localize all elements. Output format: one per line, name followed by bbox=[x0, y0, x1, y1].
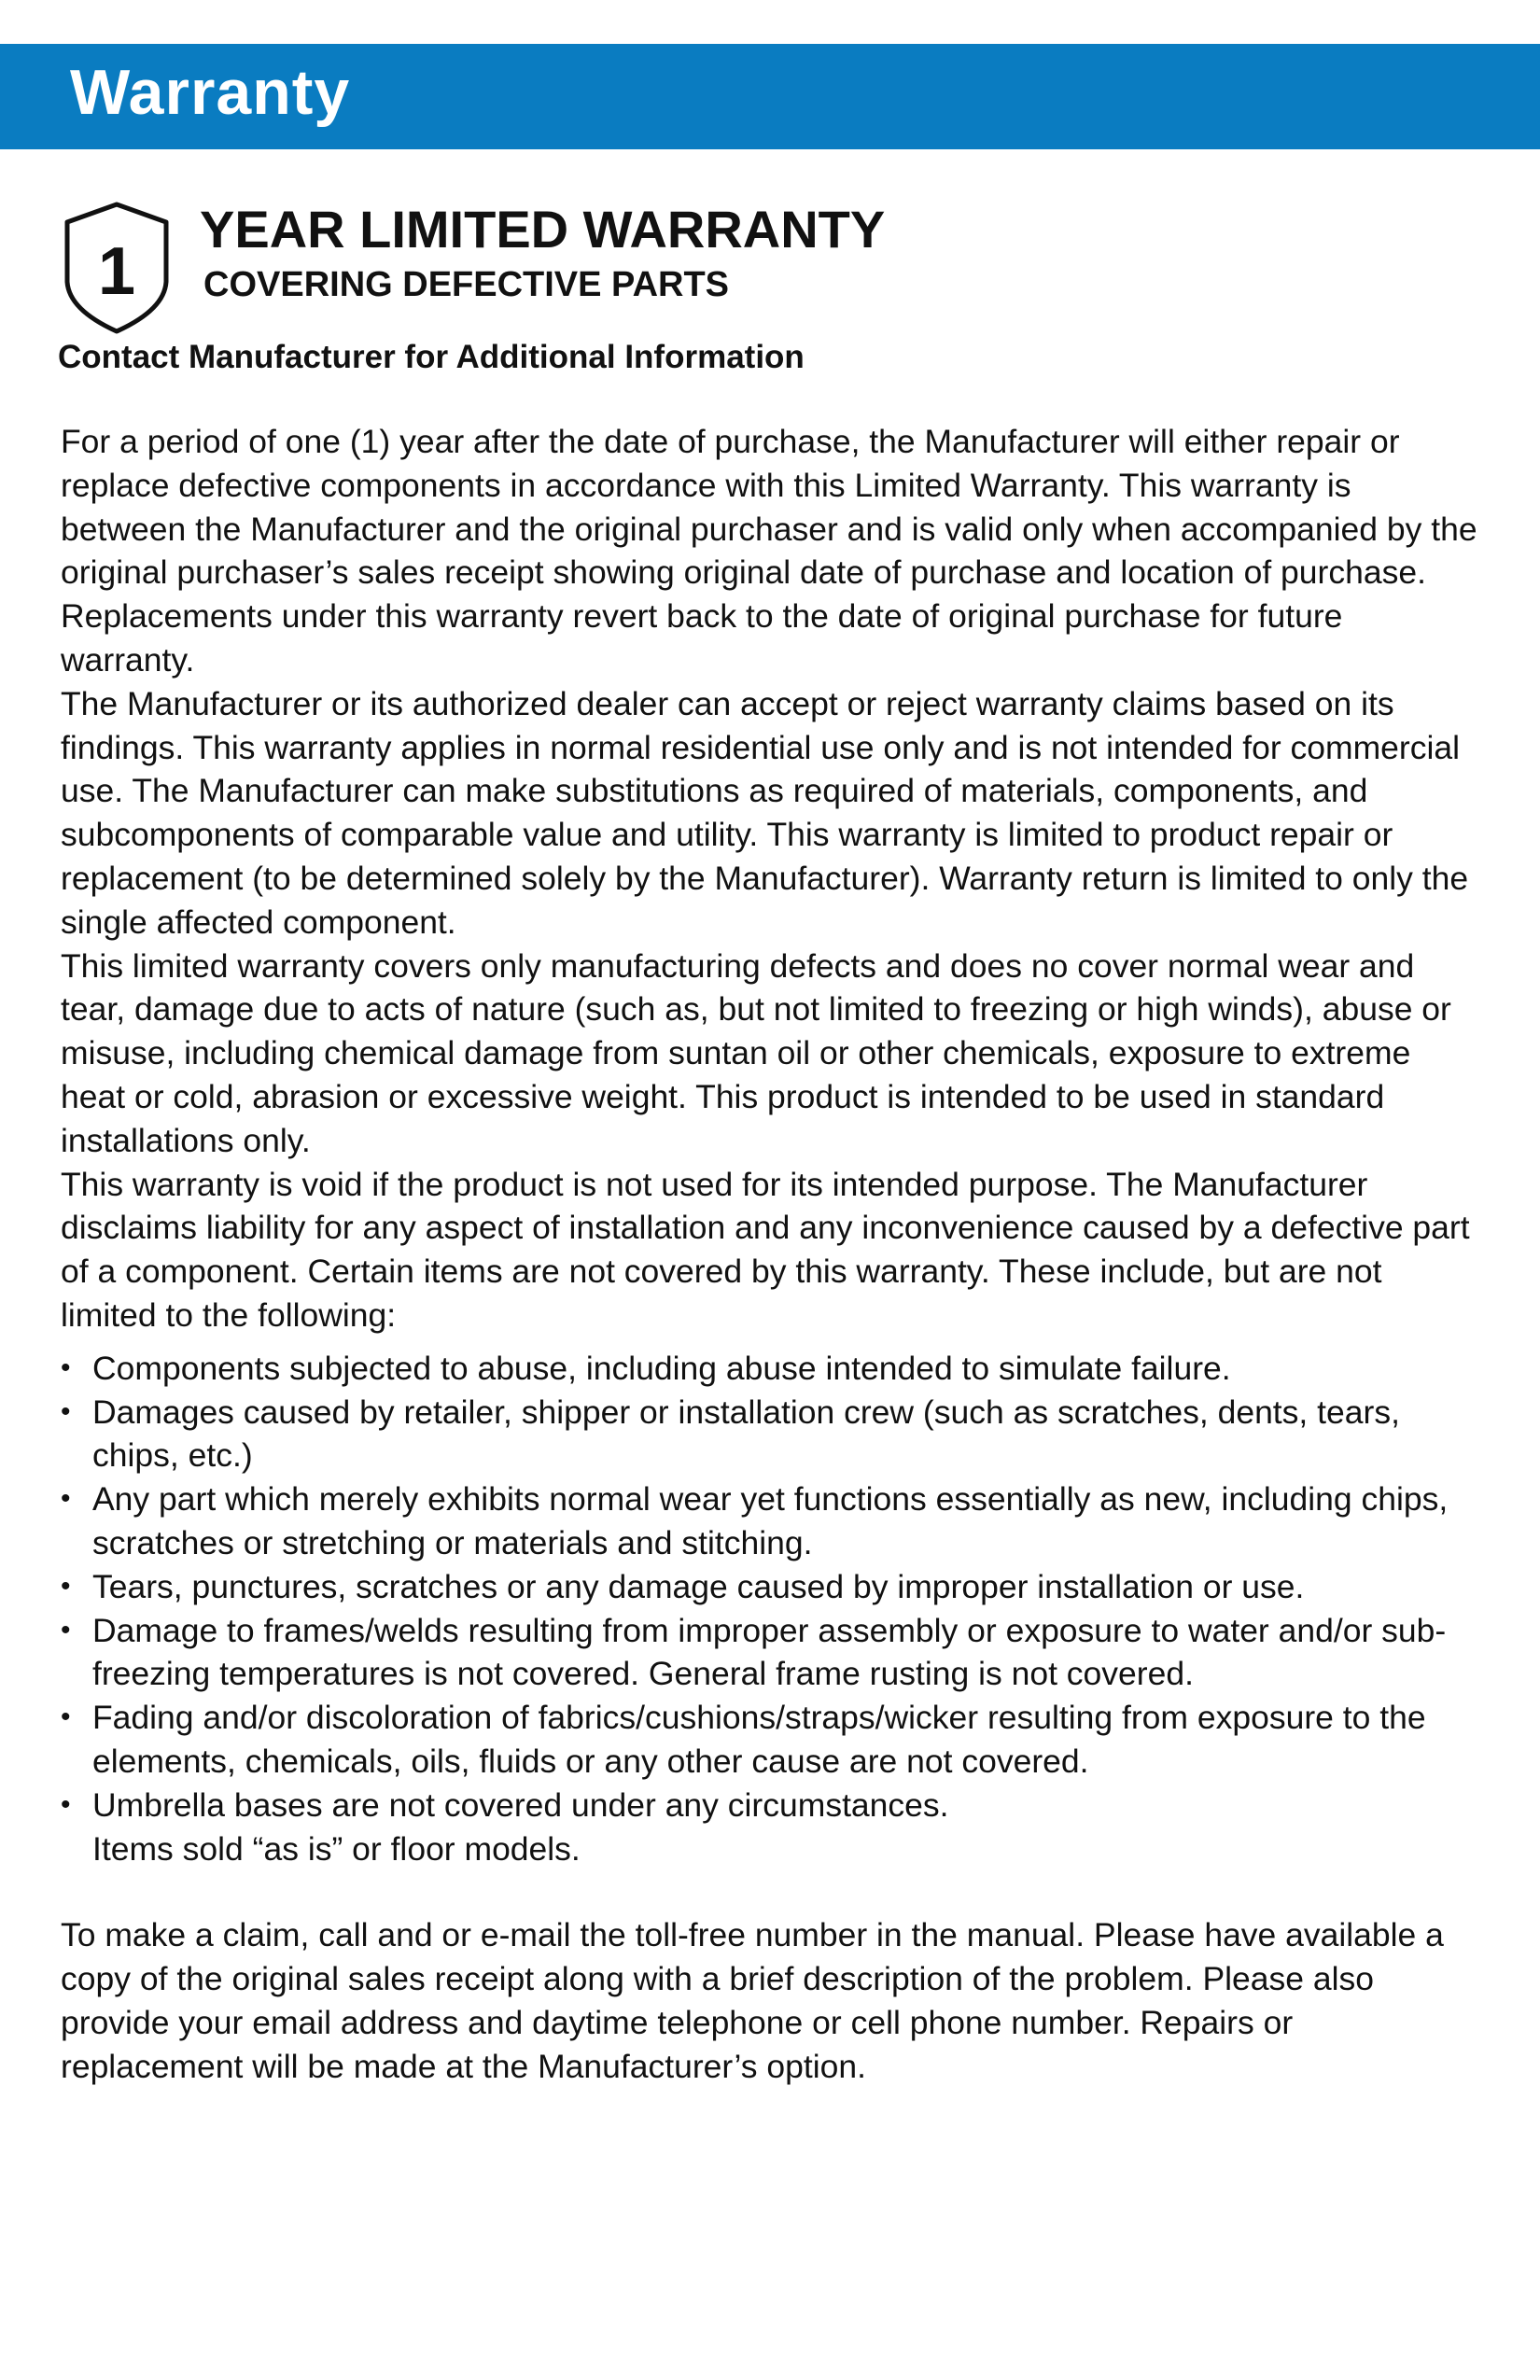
list-item-text: Tears, punctures, scratches or any damage caused by improper installation or use. bbox=[92, 1567, 1305, 1605]
warranty-subheading: COVERING DEFECTIVE PARTS bbox=[203, 265, 730, 304]
list-item bbox=[61, 1347, 1479, 1391]
list-item bbox=[61, 1565, 1479, 1609]
list-item bbox=[61, 1609, 1479, 1697]
list-item-text: Damage to frames/welds resulting from improper assembly or exposure to water and/or sub-freezing temperatures is not covered. General frame rusting is not covered. bbox=[92, 1611, 1447, 1693]
list-item-text: Umbrella bases are not covered under any circumstances. bbox=[92, 1785, 949, 1824]
paragraph-coverage: This limited warranty covers only manufacturing defects and does no cover normal wear and tear, damage due to acts of nature (such as, but not limited to freezing or high winds), abuse or misuse, including chemical damage from suntan oil or other chemicals, exposure to extreme heat or cold, abrasion or excessive weight. This product is intended to be used in standard installations only. bbox=[61, 946, 1451, 1159]
header-band bbox=[0, 44, 1540, 149]
list-item-text: Components subjected to abuse, including abuse intended to simulate failure. bbox=[92, 1349, 1231, 1387]
exclusion-list bbox=[61, 1347, 1479, 1871]
paragraph-claims: The Manufacturer or its authorized dealer can accept or reject warranty claims based on its findings. This warranty applies in normal residential use only and is not intended for commercial use. The Manufacturer can make substitutions as required of materials, components, and subcomponents of comparable value and utility. This warranty is limited to product repair or replacement (to be determined solely by the Manufacturer). Warranty return is limited to only the single affected component. bbox=[61, 684, 1469, 941]
paragraph-purchase-terms: For a period of one (1) year after the date of purchase, the Manufacturer will either repair or replace defective components in accordance with this Limited Warranty. This warranty is between the Manufacturer and the original purchaser and is valid only when accompanied by the original purchaser’s sales receipt showing original date of purchase and location of purchase. Replacements under this warranty revert back to the date of original purchase for future warranty. bbox=[61, 423, 1477, 679]
list-item bbox=[61, 1477, 1479, 1565]
list-item-continuation: Items sold “as is” or floor models. bbox=[92, 1829, 581, 1868]
shield-number: 1 bbox=[97, 234, 136, 309]
list-item bbox=[61, 1391, 1479, 1478]
shield-icon bbox=[62, 200, 172, 336]
paragraph-claim-instructions: To make a claim, call and or e-mail the toll-free number in the manual. Please have available a copy of the original sales receipt along with a brief description of the problem. Please also provide your email address and daytime telephone or cell phone number. Repairs or replacement will be made at the Manufacturer’s option. bbox=[61, 1916, 1444, 2085]
bullet-glyph: • bbox=[61, 1570, 71, 1602]
bullet-glyph: • bbox=[61, 1701, 71, 1733]
bullet-glyph: • bbox=[61, 1351, 71, 1383]
bullet-glyph: • bbox=[61, 1395, 71, 1427]
list-item-text: Any part which merely exhibits normal wear yet functions essentially as new, including chips, scratches or stretching or materials and stitching. bbox=[92, 1480, 1449, 1561]
list-item bbox=[61, 1696, 1479, 1784]
bullet-glyph: • bbox=[61, 1483, 71, 1515]
list-item-text: Fading and/or discoloration of fabrics/cushions/straps/wicker resulting from exposure to the elements, chemicals, oils, fluids or any other cause are not covered. bbox=[92, 1699, 1426, 1780]
bullet-glyph: • bbox=[61, 1614, 71, 1645]
list-item bbox=[61, 1784, 1479, 1827]
list-item-text: Damages caused by retailer, shipper or installation crew (such as scratches, dents, tears, chips, etc.) bbox=[92, 1393, 1400, 1475]
warranty-body bbox=[61, 420, 1479, 2088]
warranty-heading: YEAR LIMITED WARRANTY bbox=[200, 200, 886, 259]
bullet-glyph: • bbox=[61, 1788, 71, 1820]
paragraph-exclusions: This warranty is void if the product is not used for its intended purpose. The Manufacturer disclaims liability for any aspect of installation and any inconvenience caused by a defective part of a component. Certain items are not covered by this warranty. These include, but are not limited to the following: bbox=[61, 1165, 1470, 1334]
page-title: Warranty bbox=[70, 57, 351, 128]
contact-note: Contact Manufacturer for Additional Information bbox=[58, 339, 805, 375]
